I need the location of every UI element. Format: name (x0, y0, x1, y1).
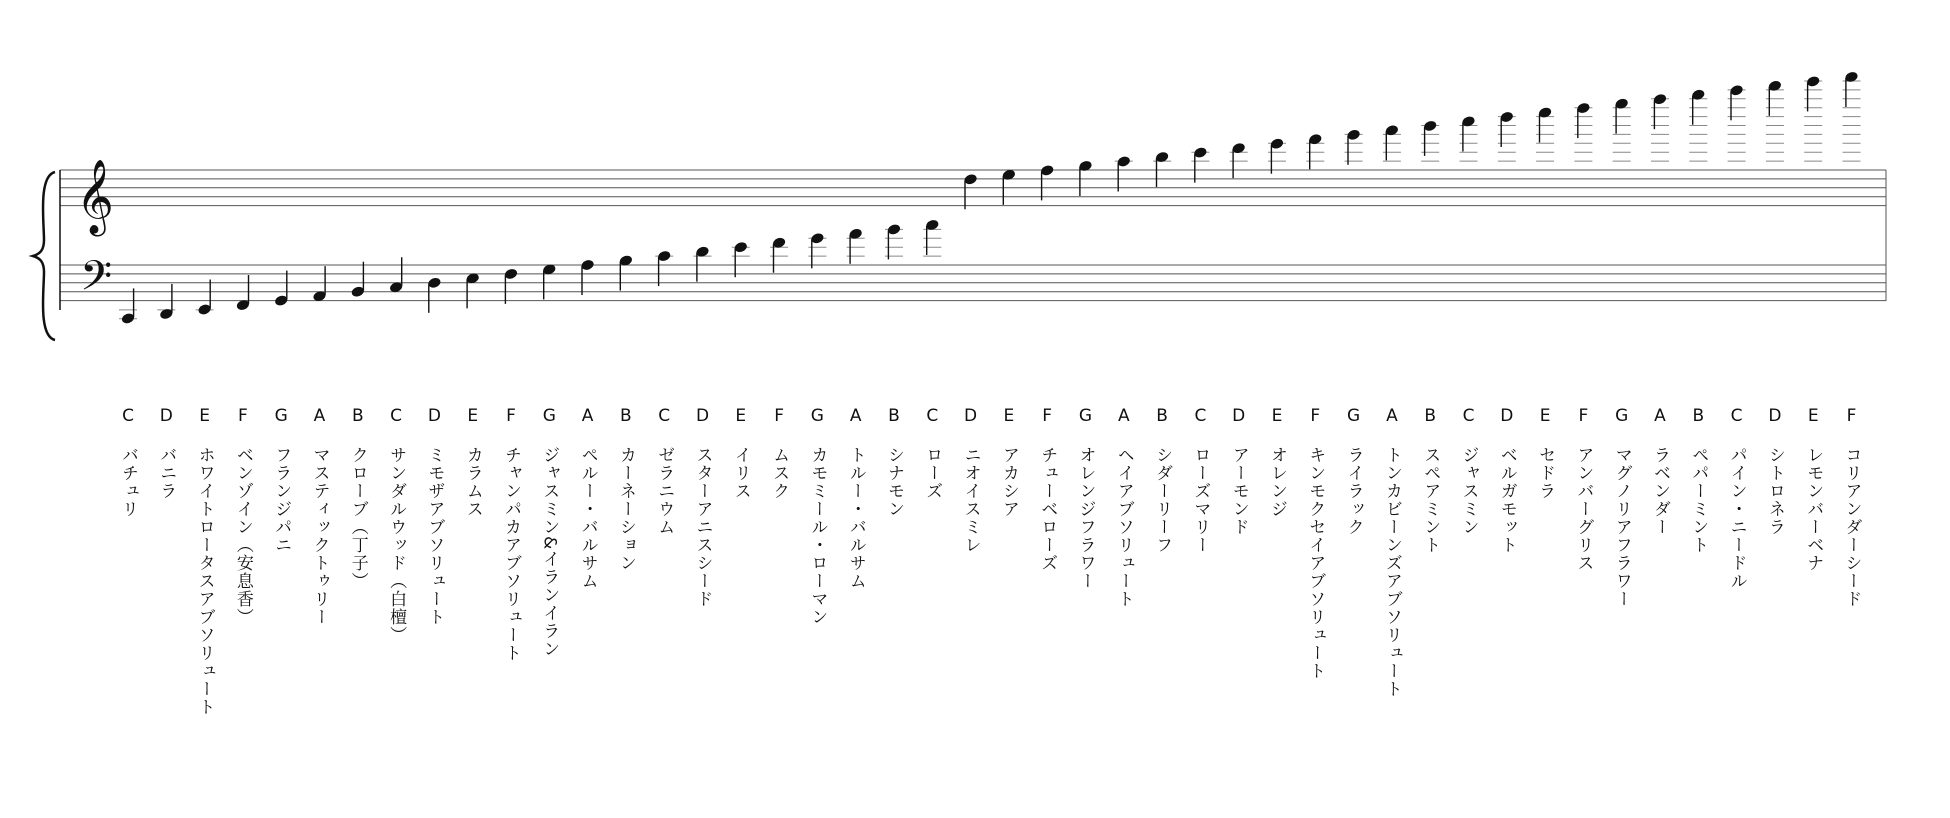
scent-name: アカシア (998, 446, 1019, 518)
scent-name: ラベンダー (1650, 446, 1670, 536)
scent-name: キンモクセイアブソリュート (1305, 446, 1326, 680)
scent-name: バニラ (156, 446, 177, 500)
scent-name: シトロネラ (1764, 446, 1785, 536)
note-letter: F (238, 406, 248, 426)
scent-name: オレンジフラワー (1075, 446, 1096, 590)
note-letter: F (1310, 406, 1321, 426)
scent-name: クローブ（丁子） (347, 446, 368, 590)
scent-name: セドラ (1535, 446, 1556, 500)
scent-name: ローズマリー (1190, 446, 1211, 554)
scent-name: ペルー・バルサム (577, 446, 598, 590)
scent-name: トルー・バルサム (845, 446, 866, 590)
scent-name: ベンゾイン（安息香） (232, 446, 253, 626)
scent-name: カラムス (462, 446, 483, 518)
note-letter: F (506, 406, 516, 426)
scent-name: サンダルウッド（白檀） (386, 446, 407, 644)
note-letter: F (1578, 406, 1589, 426)
scent-name: トンカビーンズアブソリュート (1381, 446, 1402, 698)
scent-name: ジャスミン (1458, 446, 1479, 536)
scent-name: マグノリアフラワー (1611, 446, 1632, 608)
scent-name: アンバーグリス (1573, 446, 1594, 572)
note-letter: D (1768, 406, 1782, 426)
note-letter: D (159, 406, 173, 426)
note-letter: G (1347, 406, 1361, 426)
staff-lines (60, 170, 1886, 301)
note-letter: E (1003, 406, 1015, 426)
note-letter: A (1117, 406, 1130, 426)
scent-name: ローズ (922, 446, 943, 500)
scent-name: パイン・ニードル (1726, 446, 1747, 590)
note-letter: B (351, 406, 364, 426)
note-letter: D (427, 406, 441, 426)
note-letter: A (1386, 406, 1398, 426)
note-letter: G (274, 406, 288, 426)
note-letter: A (313, 406, 326, 426)
scent-name: ムスク (769, 446, 790, 500)
note-letter: F (774, 406, 784, 426)
note-letter: D (1232, 406, 1246, 426)
notes-layer (119, 71, 1861, 325)
note-letter: A (581, 406, 594, 426)
scent-name: ゼラニウム (654, 446, 675, 536)
note-letter: D (695, 406, 710, 426)
note-letter: C (122, 406, 134, 426)
note-letter: E (735, 406, 747, 426)
note-letter: D (1500, 406, 1514, 426)
scent-name: ライラック (1343, 446, 1364, 536)
note-letter: F (1042, 406, 1053, 426)
scent-name: ニオイスミレ (960, 446, 981, 554)
note-letter: E (1539, 406, 1551, 426)
scent-name: ヘイアブソリュート (1113, 446, 1134, 608)
note-letter: B (620, 406, 632, 426)
scent-name: ミモザアブソリュート (424, 446, 445, 626)
note-letter: C (1462, 406, 1475, 426)
note-letter: C (1194, 406, 1207, 426)
note-letter: C (926, 406, 939, 426)
scent-name: ホワイトロータスアブソリュート (194, 446, 215, 716)
scent-name: オレンジ (1267, 446, 1287, 518)
note-letter: G (542, 406, 556, 426)
scent-name: レモンバーベナ (1803, 446, 1824, 572)
note-letter: B (1424, 406, 1437, 426)
note-letter: G (810, 406, 824, 426)
note-letter: B (1156, 406, 1168, 426)
scent-name: スターアニスシード (692, 446, 713, 608)
scent-name: ベルガモット (1496, 446, 1517, 554)
note-letter: A (1654, 406, 1666, 426)
scent-name: チャンパカアブソリュート (501, 446, 521, 662)
scent-name: フランジパニ (271, 446, 292, 554)
grand-staff-brace (33, 172, 55, 340)
scent-name: コリアンダーシード (1841, 446, 1862, 608)
note-letter: A (849, 406, 862, 426)
treble-clef-icon: 𝄞 (76, 160, 114, 234)
scent-name: カーネーション (615, 446, 636, 572)
scent-name: バチュリ (118, 446, 138, 518)
scent-name: カモミール・ローマン (807, 446, 828, 626)
note-letter: G (1615, 406, 1629, 426)
note-letter: B (1692, 406, 1705, 426)
scent-name: アーモンド (1228, 446, 1249, 536)
scent-name: マスティックトゥリー (309, 446, 330, 626)
note-letter: D (964, 406, 978, 426)
note-letter: B (888, 406, 900, 426)
scent-name: ジャスミン&イランイラン (539, 446, 560, 659)
scent-name: チューベローズ (1037, 446, 1058, 572)
scent-name: スペアミント (1420, 446, 1441, 554)
scent-name: シナモン (884, 446, 904, 518)
scent-name: シダーリーフ (1152, 446, 1173, 554)
note-letter: G (1078, 406, 1093, 426)
note-letter: C (658, 406, 671, 426)
note-letter: C (390, 406, 403, 426)
note-letter: E (1807, 406, 1819, 426)
scent-name: ペパーミント (1688, 446, 1709, 554)
note-letter: F (1846, 406, 1857, 426)
note-letter: E (467, 406, 479, 426)
note-letter: E (199, 406, 210, 426)
note-letter: C (1730, 406, 1743, 426)
note-letter: E (1271, 406, 1283, 426)
bass-clef-icon: 𝄢 (80, 252, 113, 310)
scent-name: イリス (730, 446, 751, 500)
